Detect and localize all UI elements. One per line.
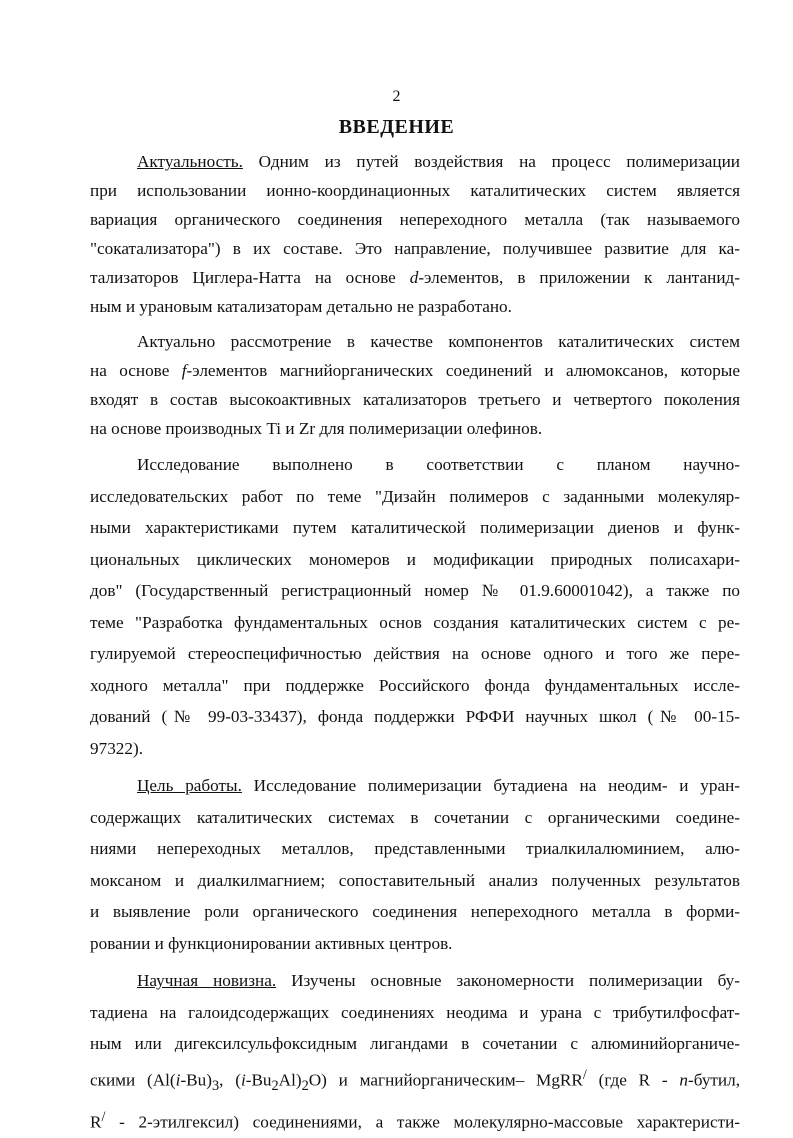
document-body bbox=[90, 147, 740, 1138]
text-line: на основе производных Ti и Zr для полимеризации олефинов. bbox=[90, 419, 543, 438]
text-line: моксаном и диалкилмагнием; сопоставительный анализ полученных результатов bbox=[90, 870, 740, 890]
text-segment: тализаторов Циглера-Натта на основе bbox=[90, 268, 410, 287]
text-segment: -элементов, в приложении к лантанид- bbox=[418, 268, 740, 287]
text-line: ным и урановым катализаторам детально не разработано. bbox=[90, 297, 512, 316]
text-segment: O) и магнийорганическим– MgRR bbox=[308, 1070, 583, 1090]
text-segment: Одним из путей воздействия на процесс полимеризации bbox=[258, 152, 740, 171]
paragraph-research-plan bbox=[90, 449, 740, 764]
subscript: 3 bbox=[211, 1077, 220, 1094]
section-heading-goal: Цель работы. bbox=[137, 776, 242, 795]
text-line bbox=[90, 263, 740, 292]
italic-symbol: i bbox=[240, 1070, 246, 1090]
text-line: циональных циклических мономеров и модификации природных полисахари- bbox=[90, 549, 740, 569]
text-line: теме "Разработка фундаментальных основ создания каталитических систем с ре- bbox=[90, 612, 740, 632]
paragraph-novelty bbox=[90, 965, 740, 1138]
text-line: ровании и функционировании активных центров. bbox=[90, 933, 453, 953]
text-line bbox=[90, 147, 740, 176]
section-heading-relevance: Актуальность. bbox=[137, 152, 243, 171]
text-line: дов" (Государственный регистрационный номер № 01.9.60001042), а также по bbox=[90, 581, 740, 600]
section-heading-novelty: Научная новизна. bbox=[137, 971, 277, 990]
text-line: вариация органического соединения непереходного металла (так называемого bbox=[90, 210, 740, 229]
italic-symbol: f bbox=[181, 361, 187, 380]
text-segment: -Bu bbox=[245, 1070, 272, 1090]
text-line: Исследование выполнено в соответствии с планом научно- bbox=[137, 455, 740, 474]
text-line: исследовательских работ по теме "Дизайн полимеров с заданными молекуляр- bbox=[90, 486, 740, 506]
text-segment: Al) bbox=[278, 1070, 302, 1090]
text-segment: Изучены основные закономерности полимеризации бу- bbox=[291, 971, 740, 990]
superscript: / bbox=[101, 1109, 106, 1126]
superscript: / bbox=[582, 1066, 587, 1083]
text-line: при использовании ионно-координационных каталитических систем является bbox=[90, 181, 740, 200]
text-segment: R bbox=[90, 1112, 102, 1132]
text-line: дований (№ 99-03-33437), фонда поддержки РФФИ научных школ (№ 00-15- bbox=[90, 707, 740, 726]
text-line: Актуально рассмотрение в качестве компонентов каталитических систем bbox=[137, 332, 740, 351]
text-line: 97322). bbox=[90, 738, 143, 758]
italic-symbol: d bbox=[409, 268, 419, 287]
text-line bbox=[90, 1102, 740, 1138]
page-title: ВВЕДЕНИЕ bbox=[338, 116, 455, 138]
text-segment: (где R - bbox=[586, 1070, 680, 1090]
italic-symbol: i bbox=[175, 1070, 181, 1090]
italic-symbol: n bbox=[679, 1070, 688, 1090]
text-segment: скими (Al( bbox=[90, 1070, 176, 1090]
text-segment: -Bu) bbox=[180, 1070, 212, 1090]
subscript: 2 bbox=[301, 1077, 309, 1094]
text-line bbox=[90, 770, 740, 802]
text-line: содержащих каталитических системах в сочетании с органическими соедине- bbox=[90, 807, 740, 827]
text-segment: - 2-этилгексил) соединениями, а также молекулярно-массовые характеристи- bbox=[105, 1112, 740, 1132]
text-line: ными характеристиками путем каталитической полимеризации диенов и функ- bbox=[90, 518, 740, 537]
text-line: и выявление роли органического соединения непереходного металла в форми- bbox=[90, 902, 740, 921]
page-number: 2 bbox=[392, 88, 401, 105]
text-segment: -элементов магнийорганических соединений и алюмоксанов, которые bbox=[186, 361, 740, 380]
text-line bbox=[90, 1060, 740, 1103]
text-line: гулируемой стереоспецифичностью действия на основе одного и того же пере- bbox=[90, 644, 740, 663]
subscript: 2 bbox=[271, 1077, 279, 1094]
paragraph-relevance bbox=[90, 147, 740, 321]
text-line bbox=[90, 356, 740, 385]
text-segment: Исследование полимеризации бутадиена на неодим- и уран- bbox=[253, 776, 740, 795]
text-line: "сокатализатора") в их составе. Это направление, получившее развитие для ка- bbox=[90, 239, 740, 258]
paragraph-goal bbox=[90, 770, 740, 959]
text-line: ниями непереходных металлов, представленными триалкилалюминием, алю- bbox=[90, 839, 740, 858]
text-segment: -бутил, bbox=[688, 1070, 740, 1090]
text-line: ходного металла" при поддержке Российского фонда фундаментальных иссле- bbox=[90, 675, 740, 695]
text-line: входят в состав высокоактивных катализаторов третьего и четвертого поколения bbox=[90, 390, 740, 409]
text-line: ным или дигексилсульфоксидным лигандами в сочетании с алюминийорганиче- bbox=[90, 1034, 740, 1053]
paragraph-relevance-2 bbox=[90, 327, 740, 443]
text-segment: на основе bbox=[90, 361, 182, 380]
text-segment: , ( bbox=[219, 1070, 241, 1090]
text-line bbox=[90, 965, 740, 997]
text-line: тадиена на галоидсодержащих соединениях неодима и урана с трибутилфосфат- bbox=[90, 1002, 740, 1022]
